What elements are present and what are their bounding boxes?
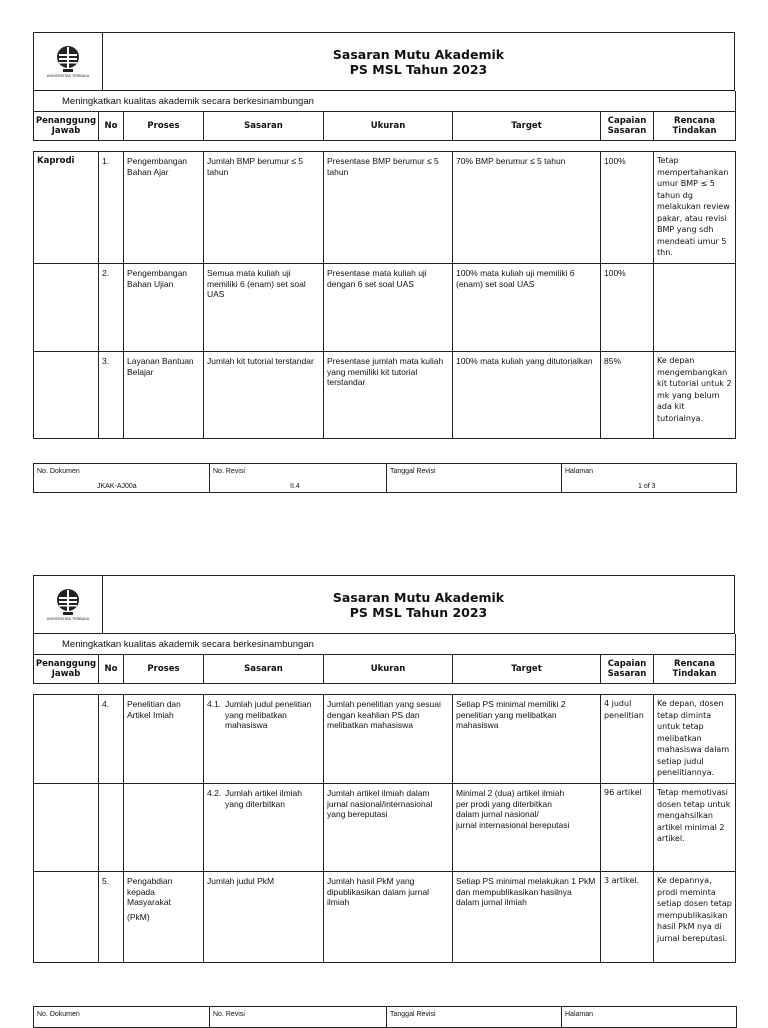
document-page-1 xyxy=(33,32,735,490)
document-title xyxy=(103,33,735,91)
col-no: No xyxy=(99,112,124,141)
cell-ukuran: Presentase jumlah mata kuliah yang memiliki kit tutorial terstandar xyxy=(324,352,453,439)
cell-rencana: Tetap mempertahankan umur BMP ≤ 5 tahun dg melakukan review pakar, atau revisi BMP yang sdh mendeati umur 5 thn. xyxy=(654,152,736,264)
title-line-2: PS MSL Tahun 2023 xyxy=(349,61,488,77)
table-row xyxy=(34,784,736,872)
col-sasaran: Sasaran xyxy=(204,112,324,141)
logo-caption: UNIVERSITAS TERBUKA xyxy=(46,74,90,78)
cell-pj xyxy=(34,352,99,439)
cell-ukuran: Jumlah artikel ilmiah dalam jurnal nasional/internasional yang bereputasi xyxy=(324,784,453,872)
logo-caption: UNIVERSITAS TERBUKA xyxy=(46,617,90,621)
cell-no: 5. xyxy=(99,872,124,963)
footer-page-number: Halaman 1 of 3 xyxy=(561,464,737,492)
cell-sasaran: 4.2. Jumlah artikel ilmiah yang diterbitkan xyxy=(204,784,324,872)
cell-pj: Kaprodi xyxy=(34,152,99,264)
cell-pj xyxy=(34,872,99,963)
footer-revision: No. Revisi II.4 xyxy=(209,464,387,492)
col-sasaran: Sasaran xyxy=(204,655,324,684)
footer-revision-date: Tanggal Revisi xyxy=(386,1007,562,1027)
footer-page-number: Halaman xyxy=(561,1007,737,1027)
footer-doc-number: No. Dokumen xyxy=(37,1011,80,1018)
cell-capaian: 4 judul penelitian xyxy=(601,695,654,784)
cell-rencana: Ke depannya, prodi meminta setiap dosen tetap mempublikasikan hasil PkM nya di jurnal bereputasi. xyxy=(654,872,736,963)
cell-sasaran: Jumlah kit tutorial terstandar xyxy=(204,352,324,439)
ut-emblem-icon xyxy=(56,588,80,616)
col-capaian: Capaian Sasaran xyxy=(601,112,654,141)
cell-target: Setiap PS minimal melakukan 1 PkM dan mempublikasikan hasilnya dalam jurnal ilmiah xyxy=(453,872,601,963)
cell-target: Setiap PS minimal memiliki 2 penelitian yang melibatkan mahasiswa xyxy=(453,695,601,784)
cell-ukuran: Jumlah hasil PkM yang dipublikasikan dalam jurnal ilmiah xyxy=(324,872,453,963)
main-table xyxy=(33,634,736,963)
document-title xyxy=(103,576,735,634)
title-line-1: Sasaran Mutu Akademik xyxy=(332,589,505,605)
table-row xyxy=(34,352,736,439)
cell-capaian: 3 artikel. xyxy=(601,872,654,963)
footer-doc-number: No. Dokumen JKAK-AJ00a xyxy=(37,468,137,490)
cell-rencana xyxy=(654,264,736,352)
cell-no: 2. xyxy=(99,264,124,352)
column-header-row xyxy=(34,655,736,684)
table-row xyxy=(34,695,736,784)
col-proses: Proses xyxy=(124,655,204,684)
cell-no: 3. xyxy=(99,352,124,439)
col-capaian: Capaian Sasaran xyxy=(601,655,654,684)
cell-capaian: 100% xyxy=(601,152,654,264)
cell-proses: Penelitian dan Artikel Imiah xyxy=(124,695,204,784)
cell-capaian: 85% xyxy=(601,352,654,439)
cell-capaian: 100% xyxy=(601,264,654,352)
university-logo xyxy=(34,33,103,91)
cell-proses xyxy=(124,784,204,872)
header-table xyxy=(33,32,735,91)
cell-sasaran: Jumlah BMP berumur ≤ 5 tahun xyxy=(204,152,324,264)
col-penanggung-jawab: Penanggung Jawab xyxy=(34,112,99,141)
footer-revision-date: Tanggal Revisi xyxy=(386,464,562,492)
col-ukuran: Ukuran xyxy=(324,655,453,684)
main-table xyxy=(33,91,736,439)
cell-no: 4. xyxy=(99,695,124,784)
col-rencana: Rencana Tindakan xyxy=(654,112,736,141)
col-proses: Proses xyxy=(124,112,204,141)
title-line-1: Sasaran Mutu Akademik xyxy=(332,46,505,62)
cell-proses: Pengabdian kepada Masyarakat (PkM) xyxy=(124,872,204,963)
cell-target: Minimal 2 (dua) artikel ilmiah per prodi yang diterbitkan dalam jurnal nasional/ jurnal internasional bereputasi xyxy=(453,784,601,872)
header-table xyxy=(33,575,735,634)
column-header-row xyxy=(34,112,736,141)
document-page-2 xyxy=(33,575,735,1018)
cell-proses: Pengembangan Bahan Ajar xyxy=(124,152,204,264)
col-penanggung-jawab: Penanggung Jawab xyxy=(34,655,99,684)
quality-goal: Meningkatkan kualitas akademik secara berkesinambungan xyxy=(34,91,736,112)
cell-target: 70% BMP berumur ≤ 5 tahun xyxy=(453,152,601,264)
cell-target: 100% mata kuliah uji memiliki 6 (enam) set soal UAS xyxy=(453,264,601,352)
cell-pj xyxy=(34,695,99,784)
cell-rencana: Tetap memotivasi dosen tetap untuk mengahsilkan artikel minimal 2 artikel. xyxy=(654,784,736,872)
title-line-2: PS MSL Tahun 2023 xyxy=(349,604,488,620)
cell-proses: Pengembangan Bahan Ujian xyxy=(124,264,204,352)
cell-rencana: Ke depan, dosen tetap diminta untuk tetap melibatkan mahasiswa dalam setiap judul penelitiannya. xyxy=(654,695,736,784)
table-row xyxy=(34,152,736,264)
ut-emblem-icon xyxy=(56,45,80,73)
cell-ukuran: Presentase BMP berumur ≤ 5 tahun xyxy=(324,152,453,264)
footer-revision: No. Revisi xyxy=(209,1007,387,1027)
cell-pj xyxy=(34,784,99,872)
table-row xyxy=(34,264,736,352)
cell-pj xyxy=(34,264,99,352)
cell-no xyxy=(99,784,124,872)
cell-ukuran: Presentase mata kuliah uji dengan 6 set soal UAS xyxy=(324,264,453,352)
col-rencana: Rencana Tindakan xyxy=(654,655,736,684)
cell-sasaran: 4.1. Jumlah judul penelitian yang melibatkan mahasiswa xyxy=(204,695,324,784)
university-logo xyxy=(34,576,103,634)
col-target: Target xyxy=(453,112,601,141)
table-row xyxy=(34,872,736,963)
col-target: Target xyxy=(453,655,601,684)
document-footer xyxy=(33,1006,737,1028)
quality-goal: Meningkatkan kualitas akademik secara berkesinambungan xyxy=(34,634,736,655)
col-no: No xyxy=(99,655,124,684)
cell-ukuran: Jumlah penelitian yang sesuai dengan keahlian PS dan melibatkan mahasiswa xyxy=(324,695,453,784)
cell-sasaran: Semua mata kuliah uji memiliki 6 (enam) set soal UAS xyxy=(204,264,324,352)
cell-sasaran: Jumlah judul PkM xyxy=(204,872,324,963)
cell-capaian: 96 artikel xyxy=(601,784,654,872)
cell-proses: Layanan Bantuan Belajar xyxy=(124,352,204,439)
cell-no: 1. xyxy=(99,152,124,264)
cell-target: 100% mata kuliah yang ditutorialkan xyxy=(453,352,601,439)
document-footer xyxy=(33,463,737,493)
col-ukuran: Ukuran xyxy=(324,112,453,141)
cell-rencana: Ke depan mengembangkan kit tutorial untuk 2 mk yang belum ada kit tutorialnya. xyxy=(654,352,736,439)
